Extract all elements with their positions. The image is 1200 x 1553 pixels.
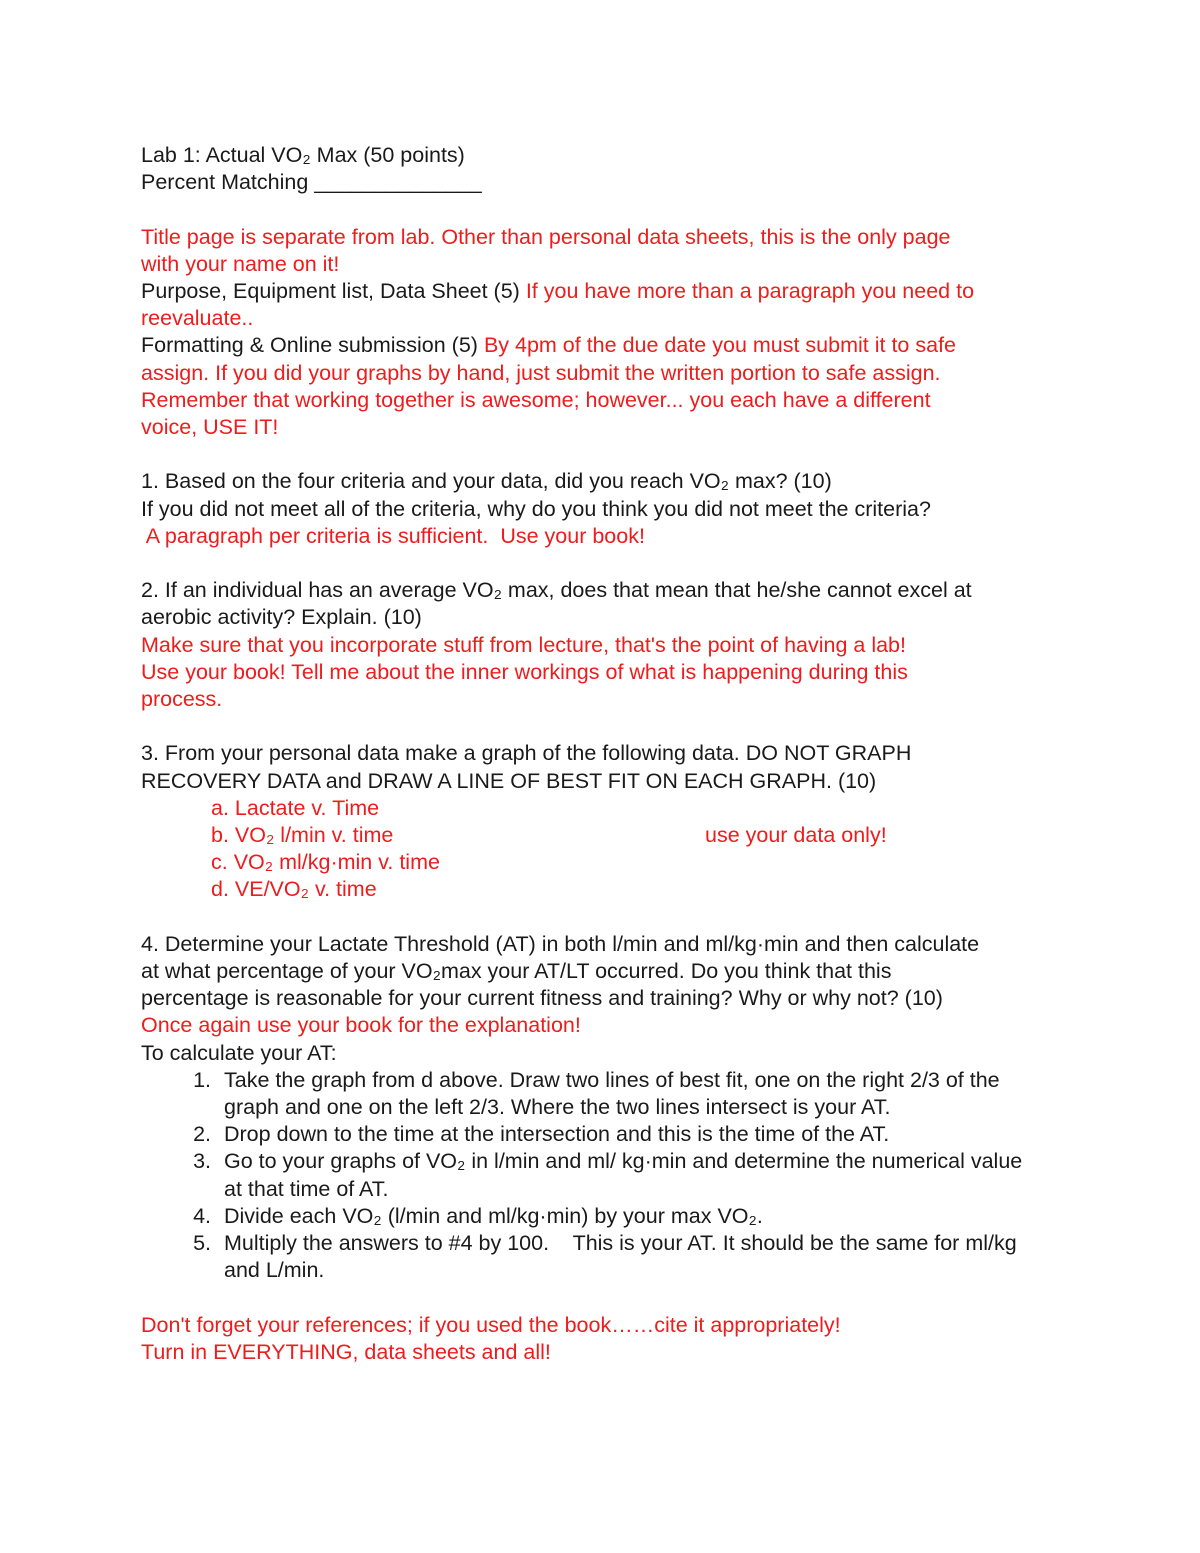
graph-item-a: a. Lactate v. Time: [211, 795, 380, 820]
question-4: 4. Determine your Lactate Threshold (AT) in both l/min and ml/kg·min and then calculate: [141, 931, 980, 956]
question-2: 2. If an individual has an average VO₂ max, does that mean that he/she cannot excel at: [141, 578, 972, 603]
question-4-cont-2: percentage is reasonable for your current fitness and training? Why or why not? (10): [141, 986, 943, 1011]
question-4-cont-1: at what percentage of your VO₂max your AT/LT occurred. Do you think that this: [141, 959, 892, 984]
calc-step: 4. Divide each VO₂ (l/min and ml/kg·min) by your max VO₂.: [193, 1203, 763, 1228]
purpose-note: If you have more than a paragraph you need to: [519, 279, 975, 303]
references-note: Don't forget your references; if you used the book……cite it appropriately!: [141, 1312, 841, 1337]
question-1-followup: If you did not meet all of the criteria, why do you think you did not meet the criteria?: [141, 496, 931, 521]
question-1-note: A paragraph per criteria is sufficient. Use your book!: [141, 523, 645, 548]
purpose-line: [141, 278, 1071, 305]
question-3-cont: RECOVERY DATA and DRAW A LINE OF BEST FIT ON EACH GRAPH. (10): [141, 768, 877, 793]
spacer: [141, 1284, 1071, 1311]
formatting-note-3: Remember that working together is awesome; however... you each have a different: [141, 387, 931, 412]
purpose-note-cont: reevaluate..: [141, 306, 254, 331]
formatting-label: Formatting & Online submission (5): [141, 333, 478, 358]
turn-in-note: Turn in EVERYTHING, data sheets and all!: [141, 1339, 551, 1364]
lab-title: Lab 1: Actual VO₂ Max (50 points): [141, 143, 465, 167]
spacer: [141, 441, 1071, 468]
graph-item-c: c. VO₂ ml/kg·min v. time: [211, 850, 440, 875]
graph-item-d: d. VE/VO₂ v. time: [211, 877, 377, 902]
question-2-note-1: Make sure that you incorporate stuff from lecture, that's the point of having a lab!: [141, 632, 906, 657]
question-4-note: Once again use your book for the explanation!: [141, 1013, 581, 1038]
calc-steps: [141, 1067, 1071, 1285]
spacer: [141, 550, 1071, 577]
question-3: 3. From your personal data make a graph of the following data. DO NOT GRAPH: [141, 741, 912, 766]
document-page: [141, 142, 1071, 1366]
question-1: 1. Based on the four criteria and your data, did you reach VO₂ max? (10): [141, 469, 832, 494]
formatting-note-2: assign. If you did your graphs by hand, just submit the written portion to safe assign.: [141, 360, 941, 385]
formatting-line: [141, 332, 1071, 359]
calc-step: 2. Drop down to the time at the intersection and this is the time of the AT.: [193, 1122, 890, 1147]
formatting-note-4: voice, USE IT!: [141, 415, 279, 440]
title-page-note-cont: with your name on it!: [141, 251, 340, 276]
percent-matching: Percent Matching ______________: [141, 170, 482, 195]
spacer: [141, 713, 1071, 740]
formatting-note: By 4pm of the due date you must submit it to safe: [477, 333, 956, 358]
spacer: [141, 196, 1071, 223]
question-2-note-3: process.: [141, 687, 223, 712]
calc-step: 3. Go to your graphs of VO₂ in l/min and ml/ kg·min and determine the numerical value at that time of AT.: [193, 1149, 1023, 1201]
calc-step: 5. Multiply the answers to #4 by 100. This is your AT. It should be the same for ml/kg and L/min.: [193, 1231, 1023, 1283]
use-data-note: use your data only!: [705, 823, 887, 848]
spacer: [141, 904, 1071, 931]
question-2-note-2: Use your book! Tell me about the inner workings of what is happening during this: [141, 659, 908, 684]
calc-heading: To calculate your AT:: [141, 1040, 337, 1065]
purpose-label: Purpose, Equipment list, Data Sheet (5): [141, 279, 520, 303]
calc-step: 1. Take the graph from d above. Draw two lines of best fit, one on the right 2/3 of the graph and one on the left 2/3. Where the two lines intersect is your AT.: [193, 1067, 1000, 1120]
graph-item-b: b. VO₂ l/min v. time use your data only!: [141, 822, 1071, 849]
question-2-cont: aerobic activity? Explain. (10): [141, 605, 422, 630]
title-page-note: Title page is separate from lab. Other than personal data sheets, this is the only page: [141, 224, 951, 249]
